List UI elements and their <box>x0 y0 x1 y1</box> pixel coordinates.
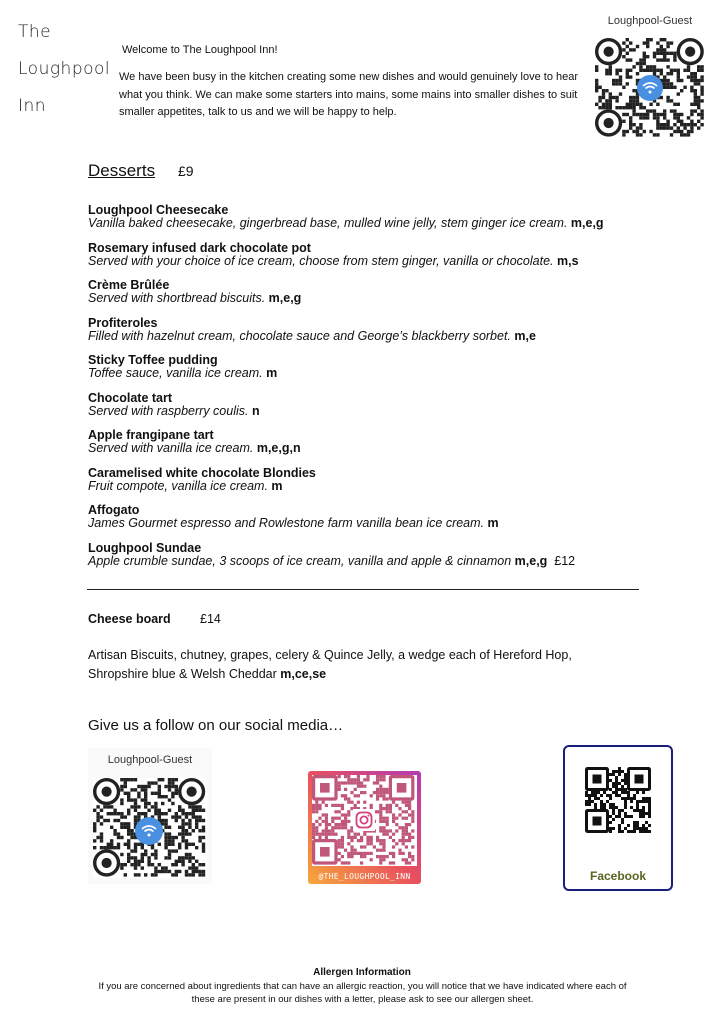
allergen-text: If you are concerned about ingredients that can have an allergic reaction, you will notice that we have indicated where each of these are present in our dishes with a letter, please ask to see our allergen sheet. <box>98 981 627 1005</box>
list-item <box>88 354 688 392</box>
welcome-text: Welcome to The Loughpool Inn! <box>122 44 278 56</box>
allergen-title: Allergen Information <box>313 967 411 978</box>
list-item <box>88 317 688 355</box>
item-desc: Served with shortbread biscuits. m,e,g <box>88 291 302 305</box>
item-name: Loughpool Cheesecake <box>88 203 229 217</box>
item-name: Chocolate tart <box>88 390 173 405</box>
item-desc: Served with your choice of ice cream, choose from stem ginger, vanilla or chocolate. m,s <box>88 253 579 268</box>
list-item <box>88 279 688 317</box>
wifi-qr-card-bottom[interactable] <box>88 748 212 884</box>
desserts-price: £9 <box>178 163 194 179</box>
cheese-board-price: £14 <box>200 612 221 626</box>
cheese-board-title: Cheese board <box>88 612 171 626</box>
sundae-price: £12 <box>554 553 576 568</box>
list-item <box>88 429 688 467</box>
instagram-icon <box>353 809 375 831</box>
social-heading: Give us a follow on our social media… <box>88 717 344 734</box>
list-item <box>88 504 688 542</box>
wifi-icon <box>135 817 163 845</box>
list-item <box>88 242 688 280</box>
logo-line-2: Loughpool <box>18 59 111 79</box>
logo <box>18 14 118 125</box>
item-name: Loughpool Sundae <box>88 540 202 555</box>
list-item <box>88 392 688 430</box>
instagram-qr-card[interactable] <box>308 771 421 884</box>
desserts-heading: Desserts <box>88 161 156 180</box>
item-desc: Apple crumble sundae, 3 scoops of ice cream, vanilla and apple & cinnamon m,e,g £12 <box>88 553 576 568</box>
item-name: Apple frangipane tart <box>88 428 214 442</box>
wifi-qr-label: Loughpool-Guest <box>607 15 693 27</box>
facebook-qr-code[interactable] <box>585 767 651 833</box>
list-item <box>88 542 688 580</box>
item-name: Affogato <box>88 503 140 517</box>
item-desc: James Gourmet espresso and Rowlestone farm vanilla bean ice cream. m <box>88 516 499 530</box>
cheese-board-desc: Artisan Biscuits, chutney, grapes, celery & Quince Jelly, a wedge each of Hereford Hop, Shropshire blue & Welsh Cheddar m,ce,se <box>88 648 572 681</box>
item-desc: Toffee sauce, vanilla ice cream. m <box>88 366 278 380</box>
item-name: Rosemary infused dark chocolate pot <box>88 240 311 255</box>
divider <box>87 589 639 590</box>
item-desc: Served with raspberry coulis. n <box>88 403 260 418</box>
intro-text: We have been busy in the kitchen creating some new dishes and would genuinely love to hear what you think. We can make some starters into mains, some mains into smaller dishes to suit smaller appetites, talk to us and we will be happy to help. <box>119 71 579 118</box>
item-desc: Filled with hazelnut cream, chocolate sauce and George’s blackberry sorbet. m,e <box>88 328 536 343</box>
item-desc: Fruit compote, vanilla ice cream. m <box>88 478 283 493</box>
instagram-handle: @THE_LOUGHPOOL_INN <box>318 872 411 881</box>
item-name: Crème Brûlée <box>88 278 170 292</box>
dessert-list <box>88 204 688 579</box>
list-item <box>88 467 688 505</box>
item-name: Profiteroles <box>88 315 158 330</box>
logo-line-3: Inn <box>18 96 47 116</box>
wifi-icon <box>637 75 663 101</box>
item-desc: Vanilla baked cheesecake, gingerbread base, mulled wine jelly, stem ginger ice cream. m,e,g <box>88 216 604 230</box>
wifi-qr-card-top[interactable] <box>589 12 711 142</box>
item-name: Caramelised white chocolate Blondies <box>88 465 316 480</box>
logo-line-1: The <box>18 22 52 42</box>
item-desc: Served with vanilla ice cream. m,e,g,n <box>88 441 301 455</box>
facebook-label: Facebook <box>589 869 646 883</box>
list-item <box>88 204 688 242</box>
facebook-qr-card[interactable] <box>563 745 673 891</box>
item-name: Sticky Toffee pudding <box>88 353 218 367</box>
wifi-qr-label: Loughpool-Guest <box>107 754 193 766</box>
